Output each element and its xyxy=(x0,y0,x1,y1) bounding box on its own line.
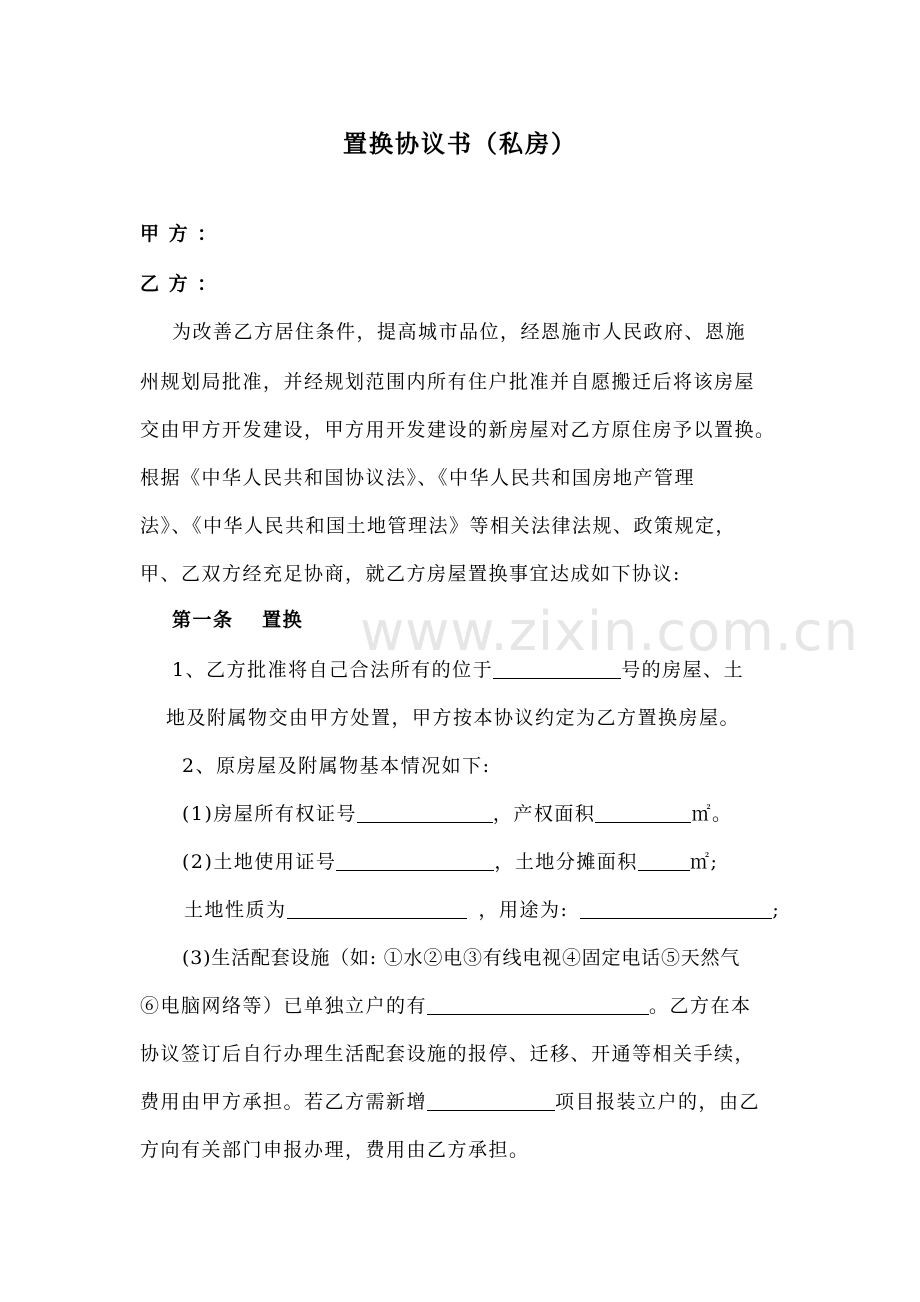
clause-2: 2、原房屋及附属物基本情况如下: xyxy=(182,755,491,777)
party-a-label: 甲 方 ： xyxy=(140,223,218,245)
item-3-text-a: ⑥电脑网络等）已单独立户的有 xyxy=(140,995,428,1017)
preamble-line-6: 甲、乙双方经充足协商，就乙方房屋置换事宜达成如下协议: xyxy=(140,563,681,585)
ownership-cert-blank[interactable] xyxy=(357,802,493,823)
item-3-line-3: 协议签订后自行办理生活配套设施的报停、迁移、开通等相关手续， xyxy=(140,1043,756,1065)
item-1-text-b: ，产权面积 xyxy=(492,803,596,825)
preamble-line-4: 根据《中华人民共和国协议法》、《中华人民共和国房地产管理 xyxy=(140,467,696,489)
item-1 xyxy=(182,802,732,826)
land-cert-blank[interactable] xyxy=(336,850,494,871)
item-3-line-2 xyxy=(140,994,752,1018)
item-3-line-4 xyxy=(140,1090,760,1114)
land-info xyxy=(184,898,780,922)
property-area-blank[interactable] xyxy=(595,802,691,823)
preamble-line-1: 为改善乙方居住条件，提高城市品位，经恩施市人民政府、恩施 xyxy=(172,321,747,343)
clause-1-line-2: 地及附属物交由甲方处置，甲方按本协议约定为乙方置换房屋。 xyxy=(166,707,741,729)
land-text-a: 土地性质为 xyxy=(184,899,287,921)
item-2-text-c: ㎡; xyxy=(689,851,719,873)
utilities-blank[interactable] xyxy=(427,994,649,1015)
item-1-text-c: ㎡。 xyxy=(691,803,733,825)
item-2 xyxy=(182,850,718,874)
article-1-heading: 第一条 置换 xyxy=(172,609,304,631)
item-1-text-a: (1)房屋所有权证号 xyxy=(182,803,357,825)
item-2-text-a: (2)土地使用证号 xyxy=(182,851,337,873)
clause-1-text-b: 号的房屋、土 xyxy=(621,659,745,681)
clause-1-line-1 xyxy=(172,658,744,682)
land-area-blank[interactable] xyxy=(638,850,690,871)
item-2-text-b: ，土地分摊面积 xyxy=(494,851,638,873)
document-title: 置换协议书（私房） xyxy=(343,130,577,158)
preamble-line-5: 法》、《中华人民共和国土地管理法》等相关法律法规、政策规定， xyxy=(140,515,737,537)
land-nature-blank[interactable] xyxy=(287,898,467,919)
item-3-line-1: (3)生活配套设施（如: ①水②电③有线电视④固定电话⑤天然气 xyxy=(182,947,741,969)
clause-1-text-a: 1、乙方批准将自己合法所有的位于 xyxy=(172,659,494,681)
party-b-label: 乙 方 ： xyxy=(140,273,218,295)
item-3-text-b: 。乙方在本 xyxy=(649,995,752,1017)
item-3-text-c: 费用由甲方承担。若乙方需新增 xyxy=(140,1091,428,1113)
land-text-b: ，用途为: xyxy=(478,899,569,921)
item-3-text-d: 项目报装立户的，由乙 xyxy=(555,1091,761,1113)
land-usage-blank[interactable] xyxy=(580,898,772,919)
preamble-line-2: 州规划局批准，并经规划范围内所有住户批准并自愿搬迁后将该房屋 xyxy=(140,371,756,393)
watermark: www.zixin.com.cn xyxy=(360,600,859,663)
new-item-blank[interactable] xyxy=(427,1090,555,1111)
location-blank[interactable] xyxy=(493,658,621,679)
item-3-line-5: 方向有关部门申报办理，费用由乙方承担。 xyxy=(140,1139,530,1161)
land-text-c: ; xyxy=(772,899,781,921)
preamble-line-3: 交由甲方开发建设，甲方用开发建设的新房屋对乙方原住房予以置换。 xyxy=(140,419,776,441)
